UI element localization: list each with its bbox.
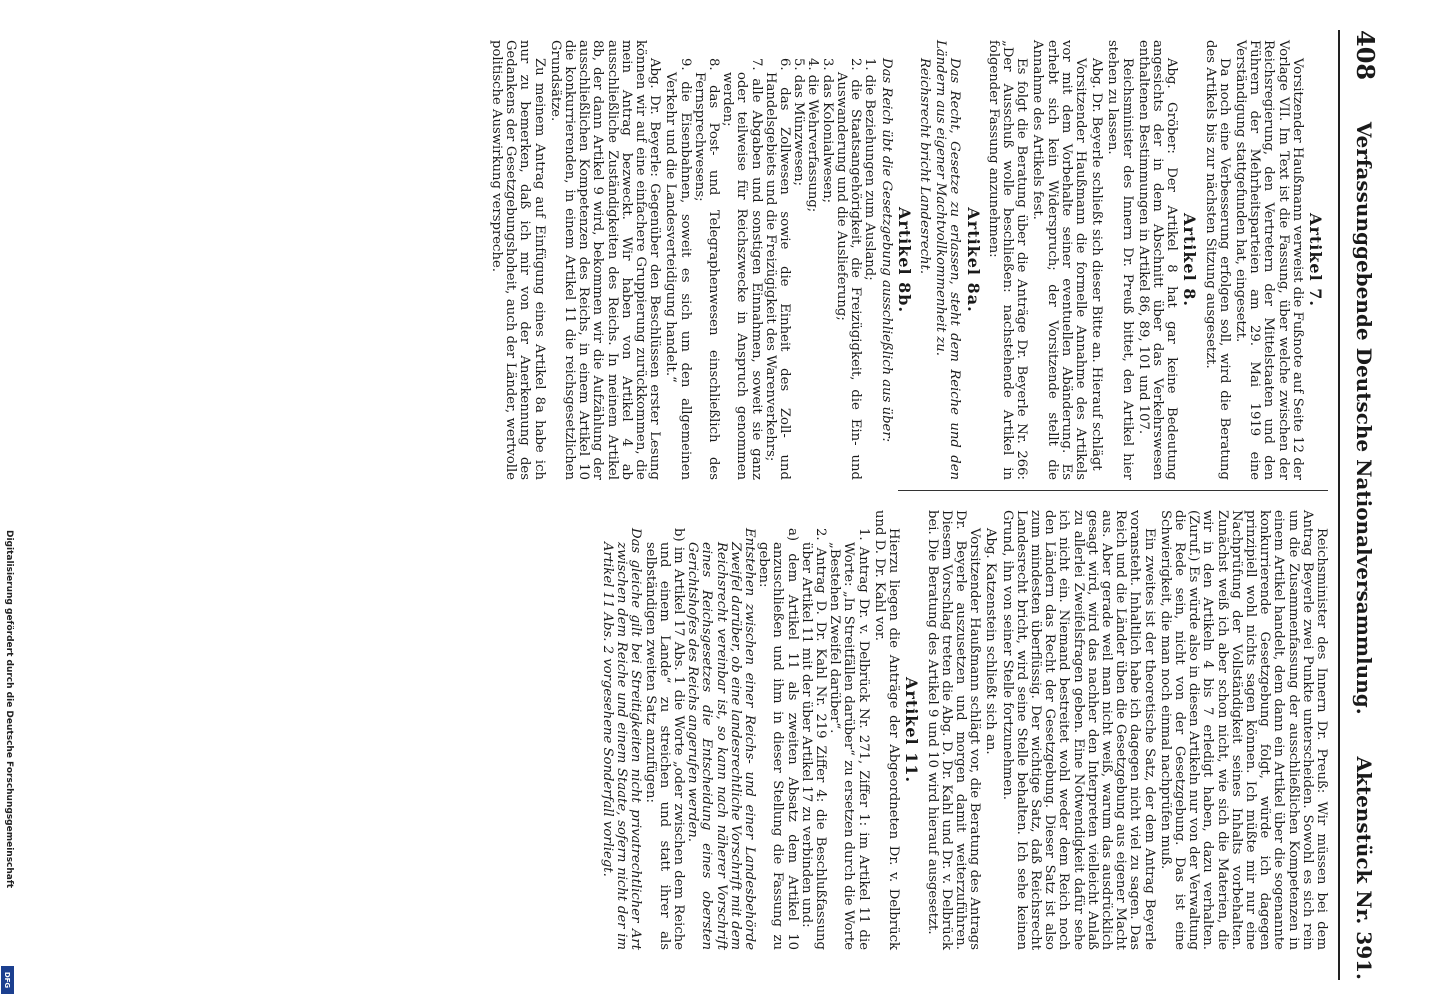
paragraph: Vorsitzender Haußmann verweist die Fußnote auf Seite 12 der Vorlage VII. Im Text ist die Fassung, über welche zwischen der Reichsregierung, den Vertretern der Mittelstaaten und den Führern der Mehrheitsparteien am 29. Mai 1919 eine Verständigung stattgefunden hat, eingesetzt. — [1232, 40, 1305, 480]
left-column — [487, 40, 1328, 480]
right-column — [598, 510, 1328, 950]
list-item: 4. die Wehrverfassung; — [805, 58, 821, 213]
article-8-heading: Artikel 8. — [1180, 213, 1200, 307]
list-item: 9. die Eisenbahnen, soweit es sich um den allgemeinen Verkehr und die Landesverteidigung handelt.“ — [663, 58, 693, 480]
motion-list — [600, 510, 870, 950]
column-divider — [898, 490, 1328, 491]
paragraph: Reichsminister des Innern Dr. Preuß bittet, den Artikel hier stehen zu lassen. — [1105, 40, 1135, 480]
list-item: 1. Antrag Dr. v. Delbrück Nr. 271, Ziffer 1: im Artikel 11 die Worte: „In Streitfällen darüber“ zu ersetzen durch die Worte „Bestehen Zweifel darüber“. — [827, 528, 871, 950]
dfg-logo-text: DFG — [3, 971, 12, 989]
list-item: 3. das Kolonialwesen; — [819, 58, 835, 204]
list-item: a) dem Artikel 11 als zweiten Absatz dem Artikel 10 anzuschließen und ihm in dieser Stellung die Fassung zu geben: — [756, 528, 800, 950]
list-item: 1. die Beziehungen zum Ausland; — [862, 58, 878, 281]
rotated-document — [80, 0, 1380, 1000]
article-7-heading: Artikel 7. — [1306, 213, 1325, 307]
list-item: 2. die Staatsangehörigkeit, die Freizügigkeit, die Ein- und Auswanderung und die Auslieferung; — [833, 58, 864, 480]
paragraph: Es folgt die Beratung über die Anträge Dr. Beyerle Nr. 266: „Der Ausschuß wolle beschließen: nachstehende Artikel in folgender Fassung anzunehmen: — [985, 40, 1030, 480]
paragraph: Das Recht, Gesetze zu erlassen, steht dem Reiche und den Ländern aus eigener Machtvollkommenheit zu. — [933, 40, 963, 480]
paragraph: Reichsrecht bricht Landesrecht. — [916, 58, 932, 275]
article-8a-heading: Artikel 8a. — [963, 207, 983, 313]
list-item: Das gleiche gilt bei Streitigkeiten nicht privatrechtlicher Art zwischen dem Reiche und einem Staate, sofern nicht der im Artikel 11 Abs. 2 vorgesehene Sonderfall vorliegt. — [600, 528, 644, 950]
paragraph: Ein zweites ist der theoretische Satz, der dem Antrag Beyerle voransteht. Inhaltlich habe ich dagegen nicht viel zu sagen. Das Reich und die Länder üben die Gesetzgebung aus eigener Macht aus. Aber gerade weil man nicht weiß, warum das ausdrücklich gesagt wird, wird das nachher den Interpreten vielleicht Anlaß zu allerlei Zweifelsfragen geben. Eine Notwendigkeit dafür sehe ich nicht ein. Niemand bestreitet wohl weder dem Reich noch den Ländern das Recht der Gesetzgebung. Dieser Satz ist also zum mindesten überflüssig. Der wichtige Satz, daß Reichsrecht Landesrecht bricht, wird seine Stelle behalten. Ich sehe keinen Grund, ihn von seiner Stelle fortzunehmen. — [999, 510, 1157, 950]
paragraph: Vorsitzender Haußmann schlägt vor, die Beratung des Antrags Dr. Beyerle auszusetzen und morgen damit weiterzuführen. Diesem Vorschlag treten die Abg. D. Dr. Kahl und Dr. v. Delbrück bei. Die Beratung des Artikel 9 und 10 wird hierauf ausgesetzt. — [924, 510, 983, 950]
paragraph: Abg. Dr. Beyerle schließt sich dieser Bitte an. Hierauf schlägt — [1089, 58, 1105, 471]
document-reference: Aktenstück Nr. 391. — [1352, 756, 1376, 980]
list-item: 8. das Post- und Telegraphenwesen einschließlich des Fernsprechwesens; — [691, 58, 722, 480]
list-item: 6. das Zollwesen sowie die Einheit des Zoll- und Handelsgebiets und die Freizügigkeit des Warenverkehrs; — [762, 58, 793, 480]
paragraph: Reichsminister des Innern Dr. Preuß: Wir müssen bei dem Antrag Beyerle zwei Punkte unterscheiden. Sowohl es sich rein um die Zusammenfassung der ausschließlichen Kompetenzen in einem Artikel handelt, dem dann ein Artikel über die sogenannte konkurrierende Gesetzgebung folgt, würde ich dagegen prinzipiell wohl nichts sagen können. Ich müßte mir nur eine Nachprüfung der Vollständigkeit seines Inhalts vorbehalten. Zunächst weiß ich aber schon nicht, wie sich die Materien, die wir in den Artikeln 4 bis 7 erledigt haben, dazu verhalten. (Zuruf.) Es würde also in diesen Artikeln nur von der Verwaltung die Rede sein, nicht von der Gesetzgebung. Das ist eine Schwierigkeit, die man noch einmal nachprüfen muß. — [1157, 510, 1329, 950]
paragraph: Abg. Gröber: Der Artikel 8 hat gar keine Bedeutung angesichts der in dem Abschnitt über das Verkehrswesen enthaltenen Bestimmungen in Artikel 86, 89, 101 und 107. — [1135, 40, 1180, 480]
paragraph: Hierzu liegen die Anträge der Abgeordneten Dr. v. Delbrück und D. Dr. Kahl vor. — [871, 510, 902, 950]
digitization-note-text: Digitalisierung gefördert durch die Deutsche Forschungsgemeinschaft — [4, 530, 14, 889]
paragraph: Abg. Dr. Beyerle: Gegenüber den Beschlüssen erster Lesung können wir auf eine einfachere Gruppierung zurückkommen, die mein Antrag bezweckt. Wir haben von Artikel 4 ab ausschließliche Zuständigkeiten des Reichs. In meinem Artikel 8b, der dann Artikel 9 wird, bekommen wir die Aufzählung der ausschließlichen Kompetenzen des Reichs, in einem Artikel 10 die konkurrierenden, in einem Artikel 11 die reichsgesetzlichen Grundsätze. — [547, 40, 663, 480]
header-title: Verfassunggebende Deutsche Nationalversammlung. — [1352, 121, 1376, 715]
paragraph: Vorsitzender Haußmann die formelle Annahme des Artikels vor mit dem Vorbehalte seiner eventuellen Abänderung. Es erhebt sich kein Widerspruch; der Vorsitzende stellt die Annahme des Artikels fest. — [1030, 40, 1088, 480]
list-item: 2. Antrag D. Dr. Kahl Nr. 219 Ziffer 4: die Beschlußfassung über Artikel 11 mit der über Artikel 17 zu verbinden und: — [798, 528, 829, 950]
page-header — [1338, 30, 1380, 980]
paragraph: Das Reich übt die Gesetzgebung ausschließlich aus über: — [878, 58, 894, 443]
digitization-note — [2, 530, 14, 960]
dfg-logo — [1, 966, 14, 994]
list-item: 7. alle Abgaben und sonstigen Einnahmen, soweit sie ganz oder teilweise für Reichszwecke in Anspruch genommen werden; — [720, 58, 764, 480]
paragraph: Abg. Katzenstein schließt sich an. — [983, 528, 999, 755]
list-item: 5. das Münzwesen; — [791, 58, 807, 187]
article-8b-heading: Artikel 8b. — [894, 206, 914, 314]
page-number: 408 — [1351, 30, 1380, 81]
list-item: Entstehen zwischen einer Reichs- und einer Landesbehörde Zweifel darüber, ob eine landesrechtliche Vorschrift mit dem Reichsrecht vereinbar ist, so kann nach näherer Vorschrift eines Reichsgesetzes die Entscheidung eines obersten Gerichtshofes des Reichs angerufen werden. — [685, 528, 758, 950]
competence-list — [663, 40, 876, 480]
article-11-heading: Artikel 11. — [902, 676, 922, 784]
paragraph: Zu meinem Antrag auf Einfügung eines Artikel 8a habe ich nur zu bemerken, daß ich mir von der Anerkennung des Gedankens der Gesetzgebungshoheit, auch der Länder, wertvolle politische Auswirkung verspreche. — [489, 40, 547, 480]
paragraph: Da noch eine Verbesserung erfolgen soll, wird die Beratung des Artikels bis zur nächsten Sitzung ausgesetzt. — [1202, 40, 1232, 480]
list-item: b) im Artikel 17 Abs. 1 die Worte „oder zwischen dem Reiche und einem Lande“ zu streichen und statt ihrer als selbständigen zweiten Satz anzufügen: — [642, 528, 687, 950]
